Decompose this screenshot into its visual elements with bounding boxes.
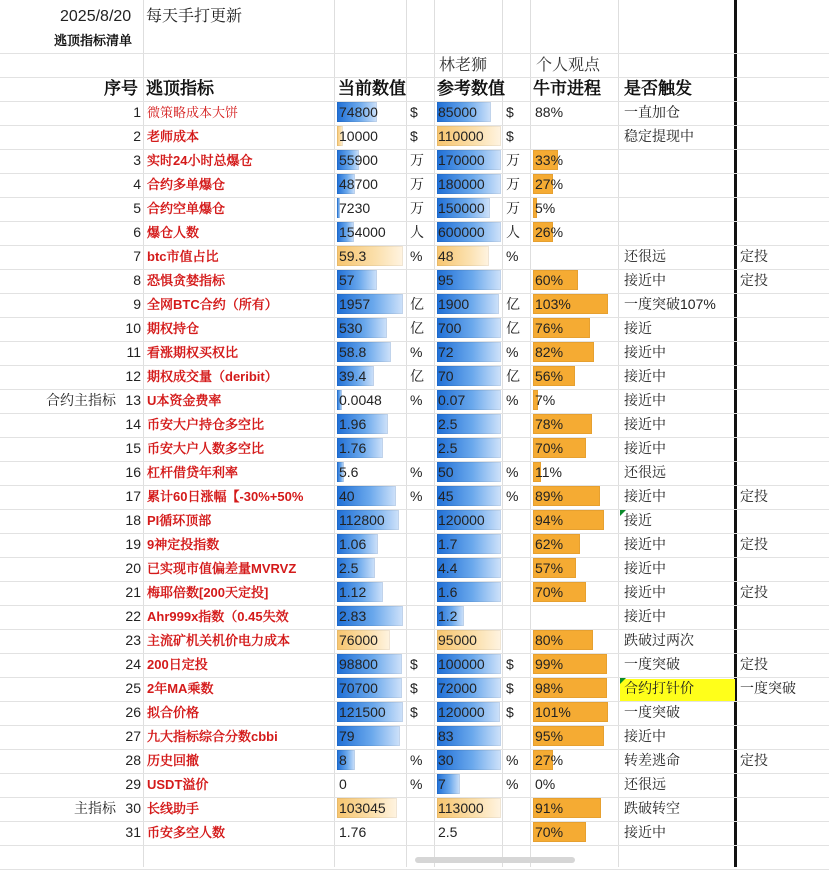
current-value[interactable]: 76000 [339,632,378,648]
column-header-current[interactable]: 当前数值 [338,79,406,98]
action-note[interactable]: 定投 [740,248,768,264]
current-unit: 万 [410,152,424,168]
current-value[interactable]: 48700 [339,176,378,192]
indicator-name[interactable]: 杠杆借贷年利率 [147,465,239,480]
current-unit: $ [410,104,418,120]
indicator-name[interactable]: 拟合价格 [147,705,200,720]
reference-value[interactable]: 72000 [438,680,477,696]
row-number: 7 [133,248,141,264]
row-number: 8 [133,272,141,288]
indicator-name[interactable]: 九大指标综合分数cbbi [147,729,278,744]
current-unit: $ [410,704,418,720]
grid-row-line [0,773,829,774]
indicator-name[interactable]: 币安大户人数多空比 [147,441,265,456]
reference-unit: % [506,752,519,768]
current-value[interactable]: 1.76 [339,440,367,456]
reference-value[interactable]: 48 [438,248,454,264]
current-unit: 亿 [410,296,424,312]
progress-value[interactable]: 94% [535,512,564,528]
current-value[interactable]: 7230 [339,200,371,216]
reference-unit: $ [506,680,514,696]
grid-row-line [0,53,829,54]
trigger-status[interactable]: 还很远 [624,464,666,480]
reference-value[interactable]: 0.07 [438,392,466,408]
reference-value[interactable]: 110000 [438,128,484,144]
current-unit: 万 [410,200,424,216]
row-group-label: 合约主指标 [46,392,116,408]
reference-value[interactable]: 4.4 [438,560,458,576]
trigger-status[interactable]: 接近中 [624,488,666,504]
current-value[interactable]: 70700 [339,680,378,696]
reference-unit: $ [506,128,514,144]
trigger-status[interactable]: 接近中 [624,824,666,840]
indicator-name[interactable]: PI循环顶部 [147,513,212,528]
indicator-name[interactable]: 合约多单爆仓 [147,177,226,192]
trigger-status[interactable]: 接近中 [624,368,666,384]
indicator-name[interactable]: Ahr999x指数（0.45失效 [147,609,289,624]
reference-value[interactable]: 95000 [438,632,477,648]
trigger-status[interactable]: 转差逃命 [624,752,680,768]
indicator-name[interactable]: 长线助手 [147,801,200,816]
progress-value[interactable]: 33% [535,152,564,168]
indicator-name[interactable]: 爆仓人数 [147,225,200,240]
update-date: 2025/8/20 [60,8,132,25]
grid-row-line [0,149,829,150]
reference-unit: $ [506,704,514,720]
grid-row-line [0,341,829,342]
indicator-name[interactable]: 合约空单爆仓 [147,201,226,216]
progress-value[interactable]: 88% [535,104,564,120]
row-number: 31 [125,824,141,840]
row-number: 26 [125,704,141,720]
current-value[interactable]: 2.83 [339,608,367,624]
reference-value[interactable]: 600000 [438,224,485,240]
current-unit: 人 [410,224,424,240]
reference-value[interactable]: 50 [438,464,454,480]
grid-column-line [618,0,619,867]
indicator-name[interactable]: 期权持仓 [147,321,200,336]
reference-value[interactable]: 170000 [438,152,485,168]
indicator-name[interactable]: USDT溢价 [147,777,209,792]
current-value[interactable]: 154000 [339,224,386,240]
progress-value[interactable]: 11% [535,464,562,480]
current-value[interactable]: 74800 [339,104,378,120]
reference-value[interactable]: 1.6 [438,584,458,600]
reference-value[interactable]: 2.5 [438,440,458,456]
reference-unit: 万 [506,176,520,192]
indicator-name[interactable]: 币安多空人数 [147,825,226,840]
indicator-name[interactable]: 币安大户持仓多空比 [147,417,265,432]
row-number: 2 [133,128,141,144]
current-unit: % [410,776,423,792]
action-note[interactable]: 定投 [740,272,768,288]
grid-column-line [143,0,144,867]
current-value[interactable]: 40 [339,488,355,504]
current-value[interactable]: 5.6 [339,464,359,480]
trigger-status[interactable]: 接近中 [624,536,666,552]
row-number: 16 [125,464,141,480]
indicator-name[interactable]: U本资金费率 [147,393,222,408]
grid-column-line [434,0,435,867]
current-unit: % [410,464,423,480]
grid-row-line [0,389,829,390]
indicator-name[interactable]: 主流矿机关机价电力成本 [147,633,291,648]
action-note[interactable]: 定投 [740,752,768,768]
grid-row-line [0,317,829,318]
grid-row-line [0,629,829,630]
grid-row-line [0,749,829,750]
grid-row-line [0,461,829,462]
current-value[interactable]: 1.06 [339,536,367,552]
current-value[interactable]: 103045 [339,800,386,816]
current-value[interactable]: 79 [339,728,355,744]
indicator-name[interactable]: btc市值占比 [147,249,219,264]
row-number: 22 [125,608,141,624]
trigger-status[interactable]: 接近中 [624,728,666,744]
current-value[interactable]: 1.12 [339,584,367,600]
grid-row-line [0,677,829,678]
row-number: 21 [125,584,141,600]
trigger-status[interactable]: 一度突破 [624,656,680,672]
current-value[interactable]: 0.0048 [339,392,382,408]
current-unit: 亿 [410,368,424,384]
reference-value[interactable]: 120000 [438,512,485,528]
grid-row-line [0,533,829,534]
grid-row-line [0,509,829,510]
grid-row-line [0,581,829,582]
indicator-name[interactable]: 已实现市值偏差量MVRVZ [147,561,297,576]
grid-column-line [334,0,335,867]
row-number: 14 [125,416,141,432]
reference-value[interactable]: 30 [438,752,454,768]
grid-row-line [0,605,829,606]
row-number: 25 [125,680,141,696]
action-note[interactable]: 定投 [740,488,768,504]
row-number: 23 [125,632,141,648]
current-value[interactable]: 1.96 [339,416,367,432]
reference-value[interactable]: 2.5 [438,416,458,432]
reference-value[interactable]: 180000 [438,176,485,192]
progress-value[interactable]: 98% [535,680,564,696]
trigger-status[interactable]: 接近 [624,512,652,528]
current-unit: 万 [410,176,424,192]
sheet-title: 逃顶指标清单 [54,33,133,48]
trigger-status[interactable]: 还很远 [624,776,666,792]
current-unit: $ [410,128,418,144]
indicator-name[interactable]: 期权成交量（deribit） [147,369,278,384]
row-number: 5 [133,200,141,216]
progress-value[interactable]: 95% [535,728,564,744]
trigger-status[interactable]: 接近中 [624,608,666,624]
reference-unit: % [506,776,519,792]
reference-value[interactable]: 1.2 [438,608,458,624]
row-number: 19 [125,536,141,552]
indicator-name[interactable]: 2年MA乘数 [147,681,214,696]
progress-value[interactable]: 89% [535,488,564,504]
row-number: 10 [125,320,141,336]
trigger-status[interactable]: 一度突破 [624,704,680,720]
grid-row-line [0,269,829,270]
indicator-name[interactable]: 老师成本 [147,129,200,144]
row-number: 4 [133,176,141,192]
current-unit: % [410,344,423,360]
current-unit: % [410,392,423,408]
reference-value[interactable]: 1900 [438,296,470,312]
progress-value[interactable]: 99% [535,656,564,672]
reference-value[interactable]: 1.7 [438,536,458,552]
reference-unit: 万 [506,200,520,216]
row-number: 9 [133,296,141,312]
row-number: 17 [125,488,141,504]
reference-value[interactable]: 100000 [438,656,485,672]
trigger-status[interactable]: 跌破过两次 [624,632,694,648]
current-value[interactable]: 530 [339,320,363,336]
indicator-name[interactable]: 恐惧贪婪指标 [147,273,226,288]
opinion-group-label: 个人观点 [536,57,601,74]
indicator-name[interactable]: 梅耶倍数[200天定投] [147,585,269,600]
action-note[interactable]: 定投 [740,536,768,552]
grid-row-line [0,197,829,198]
reference-value[interactable]: 70 [438,368,454,384]
current-value[interactable]: 1.76 [339,824,367,840]
grid-row-line [0,293,829,294]
reference-value[interactable]: 95 [438,272,454,288]
reference-unit: % [506,248,519,264]
trigger-status[interactable]: 一度突破107% [624,296,716,312]
reference-value[interactable]: 72 [438,344,454,360]
grid-row-line [0,125,829,126]
current-unit: % [410,248,423,264]
sheet-right-border [734,0,737,867]
grid-row-line [0,821,829,822]
progress-value[interactable]: 103% [535,296,571,312]
trigger-status[interactable]: 接近中 [624,416,666,432]
progress-value[interactable]: 91% [535,800,564,816]
trigger-status[interactable]: 一直加仓 [624,104,680,120]
trigger-status[interactable]: 合约打针价 [624,680,694,696]
grid-row-line [0,77,829,78]
current-value[interactable]: 2.5 [339,560,359,576]
row-number: 27 [125,728,141,744]
progress-value[interactable]: 78% [535,416,564,432]
reference-unit: % [506,488,519,504]
reference-value[interactable]: 45 [438,488,454,504]
reference-unit: $ [506,656,514,672]
reference-value[interactable]: 700 [438,320,462,336]
indicator-name[interactable]: 实时24小时总爆仓 [147,153,253,168]
trigger-status[interactable]: 接近中 [624,584,666,600]
row-number: 29 [125,776,141,792]
current-unit: $ [410,680,418,696]
grid-row-line [0,725,829,726]
progress-value[interactable]: 57% [535,560,564,576]
row-number: 18 [125,512,141,528]
current-value[interactable]: 59.3 [339,248,367,264]
row-number: 12 [125,368,141,384]
current-value[interactable]: 98800 [339,656,378,672]
grid-row-line [0,701,829,702]
reference-value[interactable]: 7 [438,776,446,792]
current-value[interactable]: 8 [339,752,347,768]
action-note[interactable]: 定投 [740,656,768,672]
reference-group-label: 林老狮 [439,57,488,74]
column-header-triggered[interactable]: 是否触发 [624,79,692,98]
cell-comment-marker [620,510,626,516]
grid-column-line [530,0,531,867]
row-number: 3 [133,152,141,168]
current-unit: 亿 [410,320,424,336]
grid-row-line [0,437,829,438]
current-value[interactable]: 1957 [339,296,371,312]
grid-row-line [0,653,829,654]
row-number: 15 [125,440,141,456]
reference-unit: % [506,392,519,408]
grid-row-line [0,101,829,102]
indicator-name[interactable]: 全网BTC合约（所有） [147,297,278,312]
indicator-name[interactable]: 累计60日涨幅【-30%+50% [147,489,304,504]
trigger-status[interactable]: 接近 [624,320,652,336]
progress-value[interactable]: 70% [535,824,564,840]
grid-row-line [0,365,829,366]
row-number: 11 [126,344,141,360]
trigger-status[interactable]: 接近中 [624,392,666,408]
progress-value[interactable]: 80% [535,632,564,648]
column-header-progress[interactable]: 牛市进程 [533,79,601,98]
progress-value[interactable]: 60% [535,272,564,288]
progress-value[interactable]: 56% [535,368,564,384]
grid-row-line [0,485,829,486]
grid-row-line [0,845,829,846]
progress-value[interactable]: 27% [535,752,564,768]
row-number: 1 [133,104,141,120]
current-value[interactable]: 39.4 [339,368,367,384]
current-unit: % [410,752,423,768]
grid-row-line [0,557,829,558]
update-note: 每天手打更新 [146,8,243,25]
progress-value[interactable]: 5% [535,200,556,216]
indicator-name[interactable]: 200日定投 [147,657,208,672]
reference-unit: 亿 [506,368,520,384]
cell-comment-marker [620,678,626,684]
trigger-status[interactable]: 跌破转空 [624,800,680,816]
row-number: 28 [125,752,141,768]
action-note[interactable]: 一度突破 [740,680,796,696]
progress-value[interactable]: 70% [535,584,564,600]
current-value[interactable]: 58.8 [339,344,367,360]
progress-value[interactable]: 70% [535,440,564,456]
column-header-no[interactable]: 序号 [104,79,138,98]
current-value[interactable]: 121500 [339,704,386,720]
reference-unit: 亿 [506,320,520,336]
progress-value[interactable]: 101% [535,704,571,720]
row-number: 6 [133,224,141,240]
grid-column-line [406,0,407,867]
trigger-status[interactable]: 还很远 [624,248,666,264]
grid-row-line [0,173,829,174]
progress-value[interactable]: 26% [535,224,564,240]
reference-unit: 人 [506,224,520,240]
reference-value[interactable]: 2.5 [438,824,458,840]
grid-row-line [0,245,829,246]
row-number: 20 [125,560,141,576]
grid-row-line [0,221,829,222]
current-unit: $ [410,656,418,672]
reference-value[interactable]: 150000 [438,200,485,216]
row-group-label: 主指标 [74,800,116,816]
current-value[interactable]: 112800 [339,512,385,528]
current-value[interactable]: 55900 [339,152,378,168]
trigger-status[interactable]: 接近中 [624,272,666,288]
current-value[interactable]: 57 [339,272,355,288]
trigger-status[interactable]: 接近中 [624,344,666,360]
grid-column-line [502,0,503,867]
progress-value[interactable]: 62% [535,536,564,552]
row-number: 30 [125,800,141,816]
reference-unit: 万 [506,152,520,168]
trigger-status[interactable]: 接近中 [624,440,666,456]
progress-value[interactable]: 82% [535,344,564,360]
indicator-name[interactable]: 历史回撤 [147,753,200,768]
horizontal-scrollbar[interactable] [415,857,575,863]
reference-value[interactable]: 120000 [438,704,485,720]
reference-unit: % [506,464,519,480]
grid-row-line [0,413,829,414]
trigger-status[interactable]: 稳定提现中 [624,128,694,144]
indicator-name[interactable]: 看涨期权买权比 [147,345,239,360]
indicator-name[interactable]: 9神定投指数 [147,537,220,552]
reference-value[interactable]: 83 [438,728,454,744]
reference-value[interactable]: 85000 [438,104,477,120]
reference-unit: % [506,344,519,360]
reference-value[interactable]: 113000 [438,800,484,816]
reference-unit: 亿 [506,296,520,312]
progress-value[interactable]: 76% [535,320,564,336]
current-unit: % [410,488,423,504]
grid-row-line [0,797,829,798]
column-header-indicator[interactable]: 逃顶指标 [146,79,214,98]
row-number: 24 [125,656,141,672]
indicator-name[interactable]: 微策略成本大饼 [147,105,239,120]
column-header-reference[interactable]: 参考数值 [437,79,505,98]
current-value[interactable]: 10000 [339,128,378,144]
reference-unit: $ [506,104,514,120]
action-note[interactable]: 定投 [740,584,768,600]
trigger-status[interactable]: 接近中 [624,560,666,576]
current-value[interactable]: 0 [339,776,347,792]
progress-value[interactable]: 27% [535,176,564,192]
row-number: 13 [125,392,141,408]
progress-value[interactable]: 7% [535,392,556,408]
progress-value[interactable]: 0% [535,776,556,792]
